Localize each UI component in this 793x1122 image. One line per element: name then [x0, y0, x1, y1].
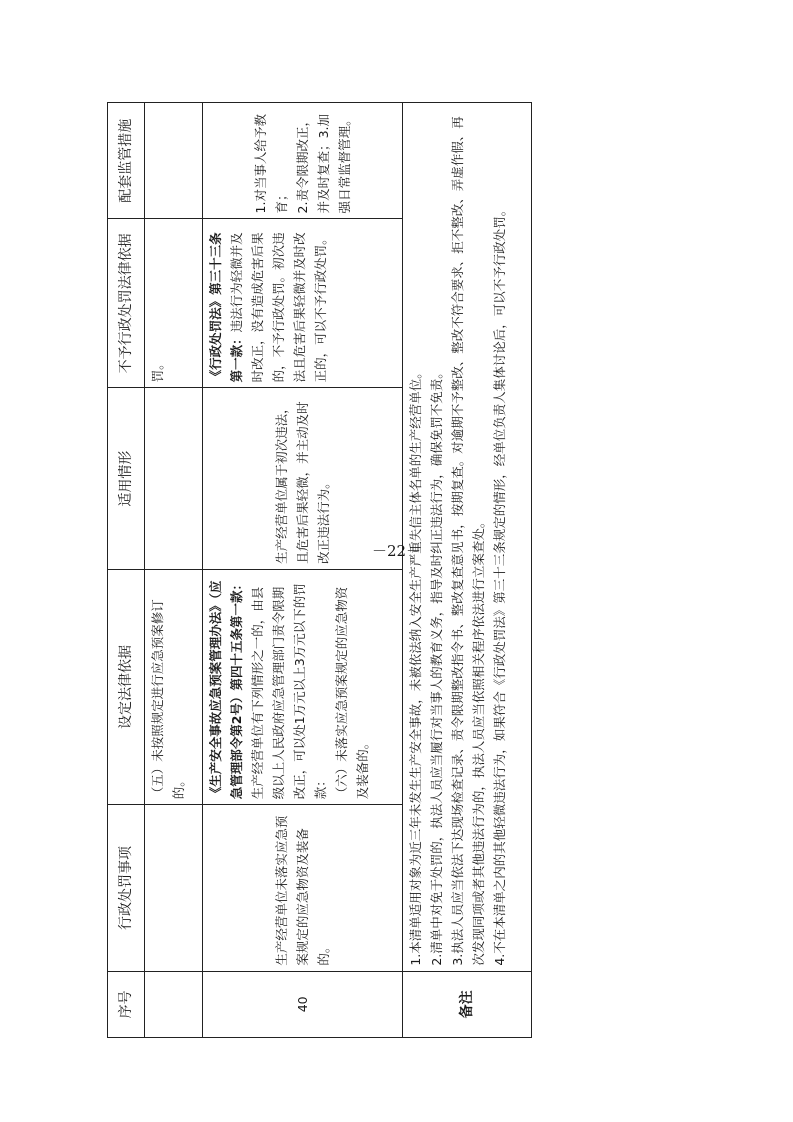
cell-scenario-40: 生产经营单位属于初次违法，且危害后果轻微，并主动及时改正违法行为。 [203, 388, 403, 569]
note-line-1: 1.本清单适用对象为近三年未发生生产安全事故，未被依法纳入安全生产严重失信主体名单的生产经营单位。 [408, 366, 423, 966]
header-item: 行政处罚事项 [108, 805, 145, 971]
basis-item-6: （六）未落实应急预案规定的应急物资及装备的。 [334, 586, 370, 800]
cell-basis-cont: （五）未按照规定进行应急预案修订的。 [145, 569, 203, 804]
table-row-continued [145, 103, 203, 1038]
table-header-row [108, 103, 145, 1038]
basis-body: 生产经营单位有下列情形之一的，由县级以上人民政府应急管理部门责令限期改正，可以处1万元以上3万元以下的罚款： [250, 583, 328, 800]
note-line-4: 4.不在本清单之内的其他轻微违法行为，如果符合《行政处罚法》第三十三条规定的情形，经单位负责人集体讨论后，可以不予行政处罚。 [492, 203, 507, 966]
header-seq: 序号 [108, 971, 145, 1037]
exempt-body: 违法行为轻微并及时改正，没有造成危害后果的，不予行政处罚。初次违法且危害后果轻微并及时改正的，可以不予行政处罚。 [229, 232, 328, 383]
note-line-3: 3.执法人员应当依法下达现场检查记录、责令限期整改指令书、整改复查意见书，按期复查。对逾期不予整改、整改不符合要求、拒不整改、弄虚作假、再次发现同项或者其他违法行为的，执法人员应当依照相关程序依法进行立案查处。 [450, 116, 486, 966]
basis-title: 《生产安全事故应急预案管理办法》（应急管理部令第2号）第四十五条第一款： [208, 578, 244, 800]
cell-measures-cont [145, 103, 203, 219]
note-line-2: 2.清单中对免于处罚的，执法人员应当履行对当事人的教育义务，指导及时纠正违法行为，确保免罚不免责。 [429, 366, 444, 966]
cell-item-40: 生产经营单位未落实应急预案规定的应急物资及装备的。 [203, 805, 403, 971]
exempt-title: 《行政处罚法》第三十三条第一款： [208, 232, 244, 383]
header-exempt-basis: 不予行政处罚法律依据 [108, 219, 145, 388]
notes-content [403, 103, 532, 972]
page-number: －22－ [371, 542, 422, 560]
cell-exempt-40 [203, 219, 403, 388]
header-scenario: 适用情形 [108, 388, 145, 569]
rotated-table-container [107, 102, 532, 1038]
notes-label: 备注 [403, 971, 532, 1037]
header-measures: 配套监管措施 [108, 103, 145, 219]
penalty-table [107, 102, 532, 1038]
table-row-notes [403, 103, 532, 1038]
cell-basis-40 [203, 569, 403, 804]
header-basis: 设定法律依据 [108, 569, 145, 804]
cell-seq-40: 40 [203, 971, 403, 1037]
cell-exempt-cont: 罚。 [145, 219, 203, 388]
cell-measures-40 [203, 103, 403, 219]
measure-2: 2.责令限期改正，并及时复查；3.加强日常监督管理。 [295, 113, 352, 214]
table-row-40 [203, 103, 403, 1038]
measure-1: 1.对当事人给予教育； [253, 114, 289, 214]
cell-item-cont [145, 805, 203, 971]
cell-seq-cont [145, 971, 203, 1037]
